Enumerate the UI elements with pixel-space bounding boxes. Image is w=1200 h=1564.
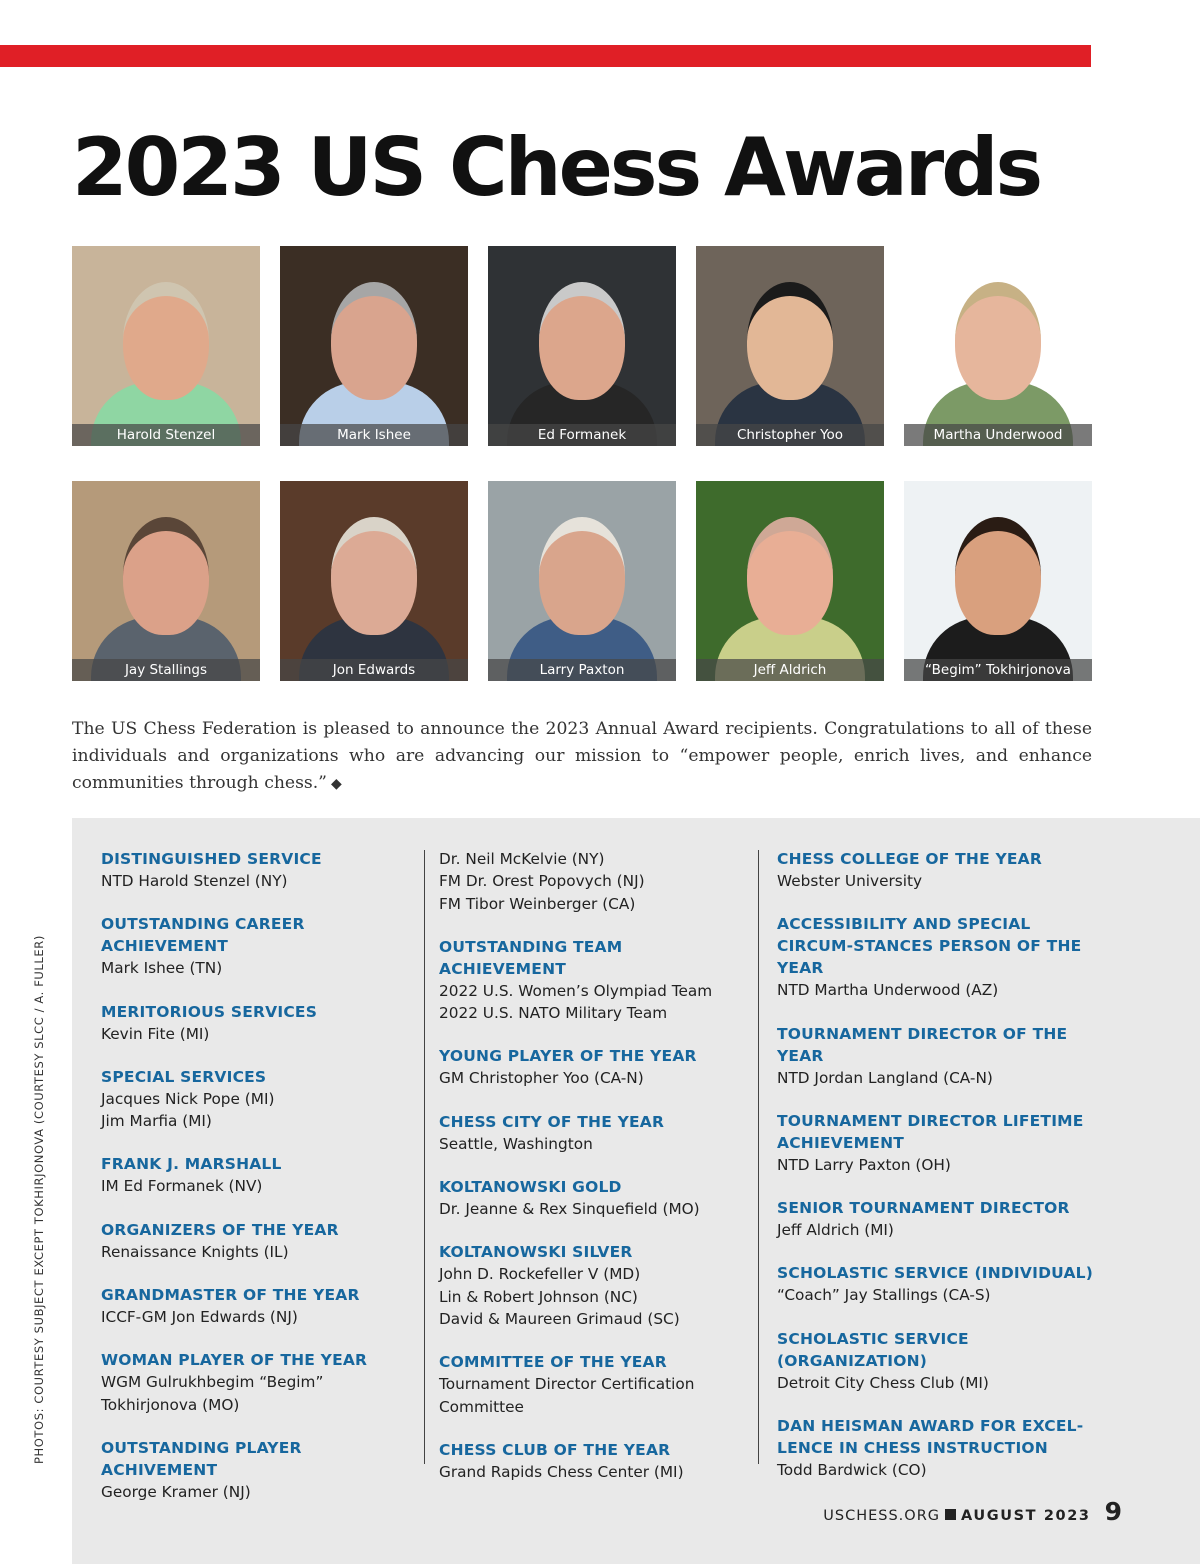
portrait-photo bbox=[72, 246, 260, 446]
award-recipient: NTD Harold Stenzel (NY) bbox=[101, 872, 288, 890]
award-entry bbox=[439, 1045, 739, 1089]
award-recipient: Webster University bbox=[777, 872, 923, 890]
awards-column-1 bbox=[101, 848, 421, 1524]
award-entry bbox=[101, 1219, 421, 1263]
footer-square-separator bbox=[945, 1509, 956, 1520]
page-footer bbox=[823, 1497, 1122, 1526]
award-title: COMMITTEE OF THE YEAR bbox=[439, 1353, 667, 1372]
award-recipient: John D. Rockefeller V (MD) bbox=[439, 1265, 641, 1284]
award-recipient: Todd Bardwick (CO) bbox=[777, 1461, 927, 1480]
person-head bbox=[123, 282, 209, 400]
award-recipient: Dr. Neil McKelvie (NY) bbox=[439, 850, 605, 868]
award-entry bbox=[101, 1001, 421, 1045]
award-title: OUTSTANDING CAREER ACHIEVEMENT bbox=[101, 915, 305, 956]
award-recipient: WGM Gulrukhbegim “Begim” Tokhirjonova (MO) bbox=[101, 1373, 324, 1414]
award-recipient: Tournament Director Certification Committee bbox=[439, 1375, 695, 1416]
award-entry bbox=[101, 848, 421, 892]
award-entry bbox=[777, 913, 1107, 1001]
award-title: SCHOLASTIC SERVICE (INDIVIDUAL) bbox=[777, 1264, 1093, 1283]
photo-credit: PHOTOS: COURTESY SUBJECT EXCEPT TOKHIRJONOVA (COURTESY SLCC / A. FULLER) bbox=[32, 935, 46, 1464]
award-entry bbox=[101, 1066, 421, 1133]
award-entry bbox=[101, 1284, 421, 1328]
award-entry bbox=[439, 1439, 739, 1483]
award-title: CHESS CITY OF THE YEAR bbox=[439, 1112, 665, 1131]
award-entry bbox=[439, 1111, 739, 1155]
award-recipient: Jeff Aldrich (MI) bbox=[777, 1221, 894, 1240]
award-entry bbox=[439, 1241, 739, 1330]
person-head bbox=[539, 282, 625, 400]
awards-box bbox=[72, 818, 1200, 1564]
award-title: KOLTANOWSKI SILVER bbox=[439, 1243, 633, 1262]
award-recipient: 2022 U.S. NATO Military Team bbox=[439, 1004, 668, 1023]
portrait-photo bbox=[488, 246, 676, 446]
portrait-photo bbox=[72, 481, 260, 681]
awards-column-2 bbox=[439, 848, 739, 1504]
portrait-photo bbox=[696, 246, 884, 446]
award-entry bbox=[101, 1437, 421, 1503]
award-recipient: Renaissance Knights (IL) bbox=[101, 1242, 289, 1261]
chess-end-mark-icon: ◆ bbox=[330, 776, 342, 792]
award-title: ORGANIZERS OF THE YEAR bbox=[101, 1220, 339, 1239]
award-entry bbox=[101, 913, 421, 979]
award-title: TOURNAMENT DIRECTOR LIFETIME ACHIEVEMENT bbox=[777, 1111, 1084, 1152]
photo-caption: Jeff Aldrich bbox=[696, 659, 884, 681]
column-divider bbox=[424, 850, 425, 1464]
award-recipient: FM Dr. Orest Popovych (NJ) bbox=[439, 872, 645, 891]
photo-caption: Harold Stenzel bbox=[72, 424, 260, 446]
award-title: FRANK J. MARSHALL bbox=[101, 1155, 282, 1174]
photo-caption: Jon Edwards bbox=[280, 659, 468, 681]
award-recipient: 2022 U.S. Women’s Olympiad Team bbox=[439, 981, 713, 1000]
award-recipient: Grand Rapids Chess Center (MI) bbox=[439, 1462, 684, 1481]
person-head bbox=[955, 282, 1041, 400]
page-title: 2023 US Chess Awards bbox=[72, 121, 1041, 214]
intro-paragraph bbox=[72, 716, 1092, 798]
award-recipient: Dr. Jeanne & Rex Sinquefield (MO) bbox=[439, 1200, 700, 1219]
award-title: GRANDMASTER OF THE YEAR bbox=[101, 1286, 360, 1305]
award-title: OUTSTANDING PLAYER ACHIVEMENT bbox=[101, 1438, 302, 1479]
photo-caption: Larry Paxton bbox=[488, 659, 676, 681]
award-recipient: NTD Jordan Langland (CA-N) bbox=[777, 1068, 993, 1087]
award-title: CHESS CLUB OF THE YEAR bbox=[439, 1440, 671, 1459]
photo-caption: Ed Formanek bbox=[488, 424, 676, 446]
award-title: DISTINGUISHED SERVICE bbox=[101, 850, 322, 868]
award-title: ACCESSIBILITY AND SPECIAL CIRCUM-STANCES PERSON OF THE YEAR bbox=[777, 915, 1082, 978]
portrait-photo bbox=[904, 481, 1092, 681]
award-entry bbox=[439, 936, 739, 1025]
photo-caption: Jay Stallings bbox=[72, 659, 260, 681]
award-title: MERITORIOUS SERVICES bbox=[101, 1002, 318, 1021]
award-title: KOLTANOWSKI GOLD bbox=[439, 1178, 622, 1197]
awards-column-3 bbox=[777, 848, 1107, 1502]
award-recipient: Seattle, Washington bbox=[439, 1134, 593, 1153]
award-recipient: “Coach” Jay Stallings (CA-S) bbox=[777, 1286, 991, 1305]
award-title: CHESS COLLEGE OF THE YEAR bbox=[777, 850, 1042, 868]
award-recipient: ICCF-GM Jon Edwards (NJ) bbox=[101, 1308, 298, 1327]
award-title: SCHOLASTIC SERVICE (ORGANIZATION) bbox=[777, 1329, 969, 1370]
award-recipient: GM Christopher Yoo (CA-N) bbox=[439, 1069, 644, 1088]
award-recipient: George Kramer (NJ) bbox=[101, 1482, 251, 1501]
photo-caption: Martha Underwood bbox=[904, 424, 1092, 446]
footer-issue: AUGUST 2023 bbox=[961, 1508, 1091, 1524]
person-head bbox=[955, 517, 1041, 635]
person-head bbox=[331, 517, 417, 635]
award-title: DAN HEISMAN AWARD FOR EXCEL-LENCE IN CHESS INSTRUCTION bbox=[777, 1417, 1084, 1458]
award-recipient: Mark Ishee (TN) bbox=[101, 959, 223, 978]
person-head bbox=[747, 282, 833, 400]
award-entry bbox=[777, 1262, 1107, 1306]
photo-caption: “Begim” Tokhirjonova bbox=[904, 659, 1092, 681]
person-head bbox=[331, 282, 417, 400]
footer-site: USCHESS.ORG bbox=[823, 1508, 941, 1524]
award-recipient: Kevin Fite (MI) bbox=[101, 1024, 210, 1043]
photo-caption: Christopher Yoo bbox=[696, 424, 884, 446]
award-title: YOUNG PLAYER OF THE YEAR bbox=[439, 1047, 697, 1066]
award-recipient: FM Tibor Weinberger (CA) bbox=[439, 894, 636, 913]
award-entry bbox=[777, 1415, 1107, 1481]
award-recipient: David & Maureen Grimaud (SC) bbox=[439, 1309, 680, 1328]
award-entry bbox=[439, 1176, 739, 1220]
award-recipient: NTD Martha Underwood (AZ) bbox=[777, 981, 999, 1000]
award-recipient: NTD Larry Paxton (OH) bbox=[777, 1155, 951, 1174]
award-entry bbox=[101, 1349, 421, 1416]
portrait-photo bbox=[488, 481, 676, 681]
person-head bbox=[539, 517, 625, 635]
award-title: WOMAN PLAYER OF THE YEAR bbox=[101, 1351, 368, 1370]
person-head bbox=[747, 517, 833, 635]
top-accent-bar bbox=[0, 45, 1091, 67]
photo-caption: Mark Ishee bbox=[280, 424, 468, 446]
person-head bbox=[123, 517, 209, 635]
page-number: 9 bbox=[1104, 1497, 1122, 1526]
award-title: SPECIAL SERVICES bbox=[101, 1067, 267, 1086]
award-entry bbox=[777, 1110, 1107, 1176]
award-entry bbox=[101, 1153, 421, 1197]
award-entry bbox=[777, 848, 1107, 892]
award-recipient: Jim Marfia (MI) bbox=[101, 1112, 212, 1131]
award-title: TOURNAMENT DIRECTOR OF THE YEAR bbox=[777, 1024, 1068, 1065]
award-recipient: Lin & Robert Johnson (NC) bbox=[439, 1287, 638, 1306]
award-entry bbox=[439, 1351, 739, 1418]
portrait-photo bbox=[696, 481, 884, 681]
award-title: OUTSTANDING TEAM ACHIEVEMENT bbox=[439, 937, 623, 978]
award-recipient: Detroit City Chess Club (MI) bbox=[777, 1373, 989, 1392]
intro-text: The US Chess Federation is pleased to announce the 2023 Annual Award recipients. Congratulations to all of these individuals and organizations who are advancing our mission to “empower people, enrich lives, and enhance communities through chess.” bbox=[72, 719, 1092, 793]
portrait-photo bbox=[904, 246, 1092, 446]
award-recipient: Jacques Nick Pope (MI) bbox=[101, 1089, 275, 1108]
portrait-photo bbox=[280, 481, 468, 681]
award-entry bbox=[439, 848, 739, 915]
column-divider bbox=[758, 850, 759, 1464]
award-recipient: IM Ed Formanek (NV) bbox=[101, 1177, 263, 1196]
award-entry bbox=[777, 1023, 1107, 1089]
award-title: SENIOR TOURNAMENT DIRECTOR bbox=[777, 1199, 1070, 1218]
award-entry bbox=[777, 1197, 1107, 1241]
award-entry bbox=[777, 1328, 1107, 1394]
portrait-photo bbox=[280, 246, 468, 446]
